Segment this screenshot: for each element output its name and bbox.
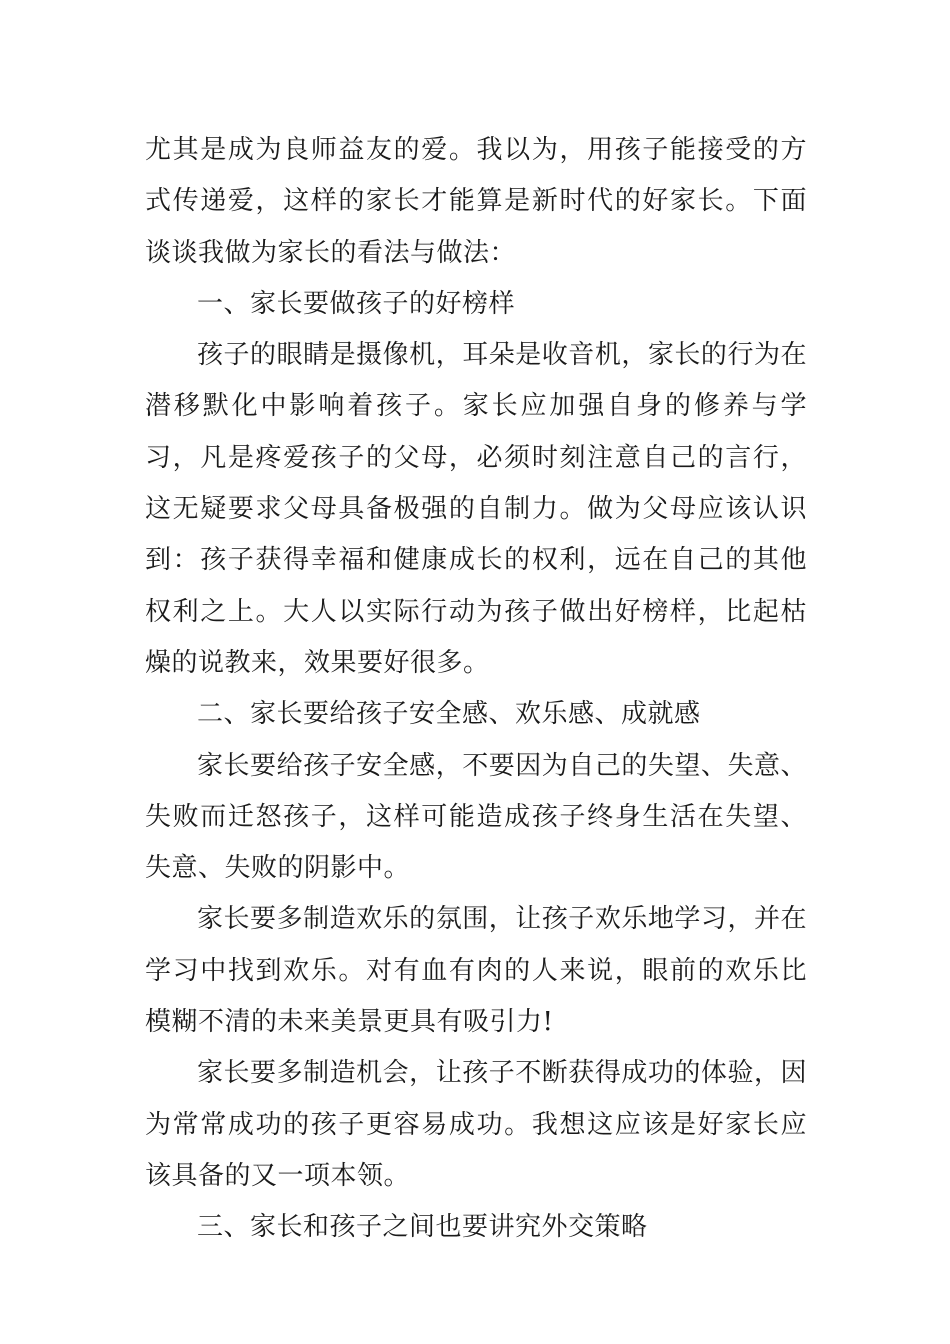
paragraph-joy: 家长要多制造欢乐的氛围，让孩子欢乐地学习，并在学习中找到欢乐。对有血有肉的人来说，眼前的欢乐比模糊不清的未来美景更具有吸引力! (145, 904, 807, 1038)
paragraph-achievement: 家长要多制造机会，让孩子不断获得成功的体验，因为常常成功的孩子更容易成功。我想这应该是好家长应该具备的又一项本领。 (145, 1058, 807, 1191)
section-heading-1: 一、家长要做孩子的好榜样 (197, 288, 516, 319)
paragraph-security: 家长要给孩子安全感，不要因为自己的失望、失意、失败而迁怒孩子，这样可能造成孩子终身生活在失望、失意、失败的阴影中。 (145, 750, 807, 884)
paragraph-role-model: 孩子的眼睛是摄像机，耳朵是收音机，家长的行为在潜移默化中影响着孩子。家长应加强自身的修养与学习，凡是疼爱孩子的父母，必须时刻注意自己的言行，这无疑要求父母具备极强的自制力。做为父母应该认识到：孩子获得幸福和健康成长的权利，远在自己的其他权利之上。大人以实际行动为孩子做出好榜样，比起枯燥的说教来，效果要好很多。 (145, 340, 807, 678)
section-heading-3: 三、家长和孩子之间也要讲究外交策略 (197, 1212, 648, 1243)
document-body (145, 125, 807, 1254)
section-heading-2: 二、家长要给孩子安全感、欢乐感、成就感 (197, 699, 701, 730)
paragraph-intro: 尤其是成为良师益友的爱。我以为，用孩子能接受的方式传递爱，这样的家长才能算是新时代的好家长。下面谈谈我做为家长的看法与做法： (145, 135, 807, 268)
